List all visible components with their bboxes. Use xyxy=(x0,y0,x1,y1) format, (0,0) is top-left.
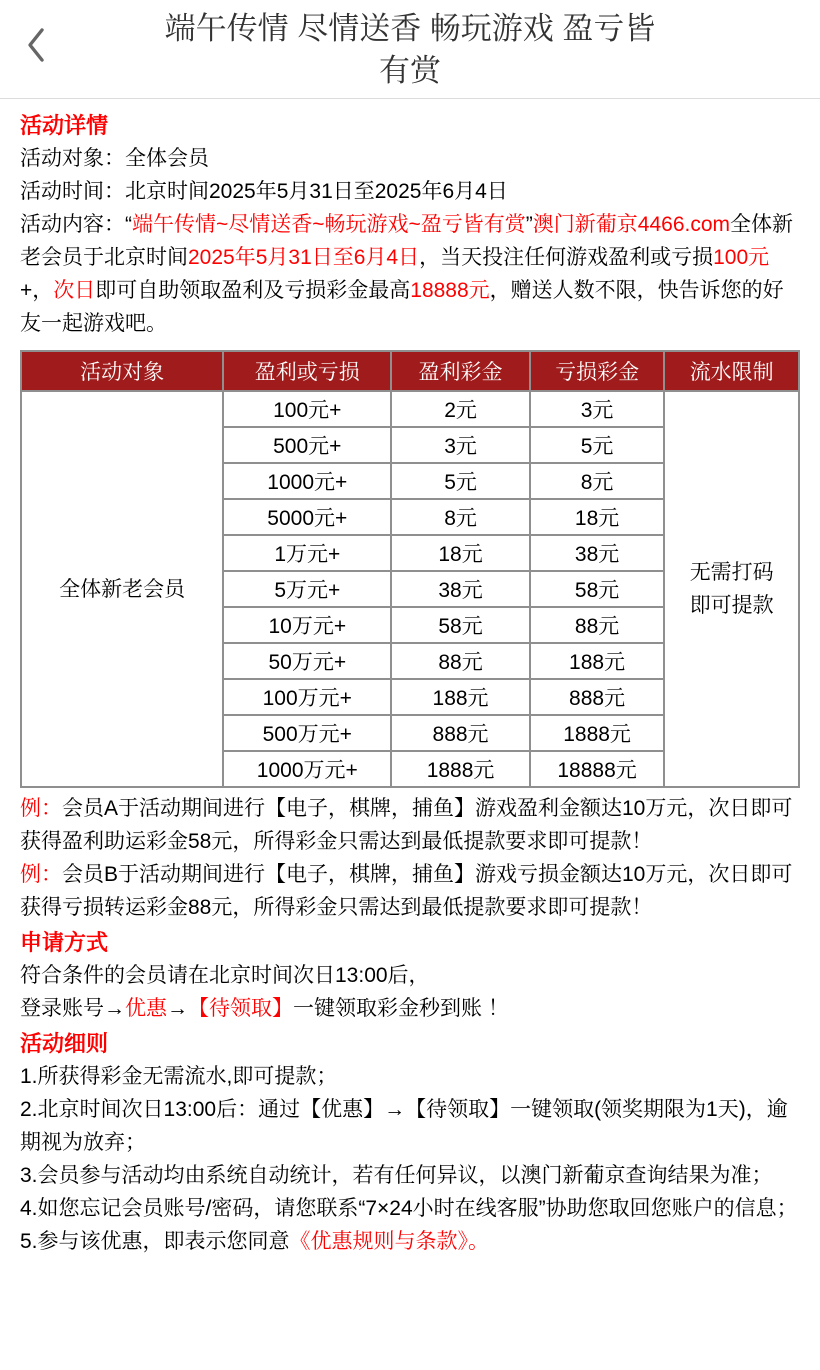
loss-bonus-cell: 88元 xyxy=(530,607,665,643)
rule-item-5 xyxy=(20,1225,800,1258)
profit-bonus-cell: 1888元 xyxy=(391,751,529,787)
text-segment: 100元 xyxy=(713,246,770,269)
text-segment: 会员A于活动期间进行【电子，棋牌，捕鱼】游戏盈利金额达10万元，次日即可获得盈利助运彩金58元，所得彩金只需达到最低提款要求即可提款！ xyxy=(20,797,793,853)
loss-bonus-cell: 3元 xyxy=(530,391,665,427)
loss-bonus-cell: 888元 xyxy=(530,679,665,715)
text-segment: ，当天投注任何游戏盈利或亏损 xyxy=(419,246,714,269)
rule-item-4 xyxy=(20,1192,800,1225)
table-header-cell: 盈利或亏损 xyxy=(223,351,391,391)
threshold-cell: 1000元+ xyxy=(223,463,391,499)
promo-content xyxy=(0,99,820,1258)
text-segment: +， xyxy=(20,279,54,302)
text-segment: 登录账号→ xyxy=(20,997,125,1020)
text-segment: 18888元 xyxy=(410,279,490,302)
loss-bonus-cell: 5元 xyxy=(530,427,665,463)
threshold-cell: 1000万元+ xyxy=(223,751,391,787)
activity-content-paragraph xyxy=(20,208,800,340)
audience-label: 活动对象： xyxy=(20,147,125,170)
text-segment: ，赠送人数不限，快告诉您的好友一起游戏吧。 xyxy=(20,279,784,335)
text-segment: 一键领取彩金秒到账 ！ xyxy=(293,997,509,1020)
loss-bonus-cell: 18888元 xyxy=(530,751,665,787)
text-segment: 1.所获得彩金无需流水,即可提款； xyxy=(20,1065,338,1088)
text-segment: 活动内容： xyxy=(20,213,125,236)
threshold-cell: 500万元+ xyxy=(223,715,391,751)
threshold-cell: 100万元+ xyxy=(223,679,391,715)
profit-bonus-cell: 88元 xyxy=(391,643,529,679)
time-value: 北京时间2025年5月31日至2025年6月4日 xyxy=(125,180,508,203)
table-header-cell: 活动对象 xyxy=(21,351,223,391)
text-segment: 端午传情~尽情送香~畅玩游戏~盈亏皆有赏 xyxy=(132,213,526,236)
rule-item-2 xyxy=(20,1093,800,1159)
text-segment: 澳门新葡京4466.com xyxy=(532,213,731,236)
threshold-cell: 100元+ xyxy=(223,391,391,427)
text-segment: 【待领取】 xyxy=(188,997,293,1020)
details-heading: 活动详情 xyxy=(20,113,109,138)
activity-audience-line xyxy=(20,142,800,175)
rules-list xyxy=(20,1060,800,1258)
text-segment: ” xyxy=(525,213,533,236)
profit-bonus-cell: 3元 xyxy=(391,427,529,463)
text-segment: → xyxy=(167,997,188,1020)
profit-bonus-cell: 5元 xyxy=(391,463,529,499)
rule-item-1 xyxy=(20,1060,800,1093)
profit-bonus-cell: 8元 xyxy=(391,499,529,535)
profit-bonus-cell: 18元 xyxy=(391,535,529,571)
table-row xyxy=(21,391,799,427)
activity-time-line xyxy=(20,175,800,208)
text-segment: 即可自助领取盈利及亏损彩金最高 xyxy=(95,279,411,302)
threshold-cell: 1万元+ xyxy=(223,535,391,571)
text-segment: 2025年5月31日至6月4日 xyxy=(188,246,420,269)
text-segment: 次日 xyxy=(53,279,96,302)
audience-cell: 全体新老会员 xyxy=(21,391,223,787)
text-segment: 5.参与该优惠，即表示您同意 xyxy=(20,1230,290,1253)
text-segment: 例： xyxy=(20,797,62,820)
back-button[interactable] xyxy=(18,24,54,68)
text-segment: 2.北京时间次日13:00后：通过【优惠】→【待领取】一键领取(领奖期限为1天)，逾期视为放弃； xyxy=(20,1098,788,1154)
terms-link[interactable]: 《优惠规则与条款》。 xyxy=(289,1230,490,1253)
text-segment: 3.会员参与活动均由系统自动统计，若有任何异议，以澳门新葡京查询结果为准； xyxy=(20,1164,773,1187)
profit-bonus-cell: 58元 xyxy=(391,607,529,643)
apply-line-2 xyxy=(20,992,800,1025)
threshold-cell: 500元+ xyxy=(223,427,391,463)
nav-bar xyxy=(0,0,820,99)
loss-bonus-cell: 188元 xyxy=(530,643,665,679)
profit-bonus-cell: 38元 xyxy=(391,571,529,607)
threshold-cell: 50万元+ xyxy=(223,643,391,679)
bonus-table xyxy=(20,350,800,788)
table-header-cell: 流水限制 xyxy=(664,351,799,391)
time-label: 活动时间： xyxy=(20,180,125,203)
text-segment: 全体新老会员于北京时间 xyxy=(20,213,794,269)
profit-bonus-cell: 188元 xyxy=(391,679,529,715)
text-segment: “ xyxy=(125,213,132,236)
table-header-cell: 盈利彩金 xyxy=(391,351,529,391)
rules-heading: 活动细则 xyxy=(20,1031,109,1056)
loss-bonus-cell: 18元 xyxy=(530,499,665,535)
limit-cell: 无需打码 即可提款 xyxy=(664,391,799,787)
chevron-left-icon xyxy=(25,26,47,67)
text-segment: 例： xyxy=(20,863,62,886)
apply-line-1: 符合条件的会员请在北京时间次日13:00后， xyxy=(20,964,430,987)
loss-bonus-cell: 8元 xyxy=(530,463,665,499)
text-segment: 4.如您忘记会员账号/密码，请您联系“7×24小时在线客服”协助您取回您账户的信息； xyxy=(20,1197,798,1220)
apply-heading: 申请方式 xyxy=(20,930,109,955)
threshold-cell: 5万元+ xyxy=(223,571,391,607)
loss-bonus-cell: 38元 xyxy=(530,535,665,571)
audience-value: 全体会员 xyxy=(125,147,209,170)
profit-bonus-cell: 888元 xyxy=(391,715,529,751)
profit-bonus-cell: 2元 xyxy=(391,391,529,427)
page-title: 端午传情 尽情送香 畅玩游戏 盈亏皆有赏 xyxy=(164,11,656,88)
loss-bonus-cell: 1888元 xyxy=(530,715,665,751)
threshold-cell: 5000元+ xyxy=(223,499,391,535)
table-header-cell: 亏损彩金 xyxy=(530,351,665,391)
example-paragraph-b xyxy=(20,858,800,924)
text-segment: 会员B于活动期间进行【电子，棋牌，捕鱼】游戏亏损金额达10万元，次日即可获得亏损转运彩金88元，所得彩金只需达到最低提款要求即可提款！ xyxy=(20,863,793,919)
loss-bonus-cell: 58元 xyxy=(530,571,665,607)
threshold-cell: 10万元+ xyxy=(223,607,391,643)
table-header-row xyxy=(21,351,799,391)
rule-item-3 xyxy=(20,1159,800,1192)
text-segment: 优惠 xyxy=(125,997,167,1020)
example-paragraph-a xyxy=(20,792,800,858)
